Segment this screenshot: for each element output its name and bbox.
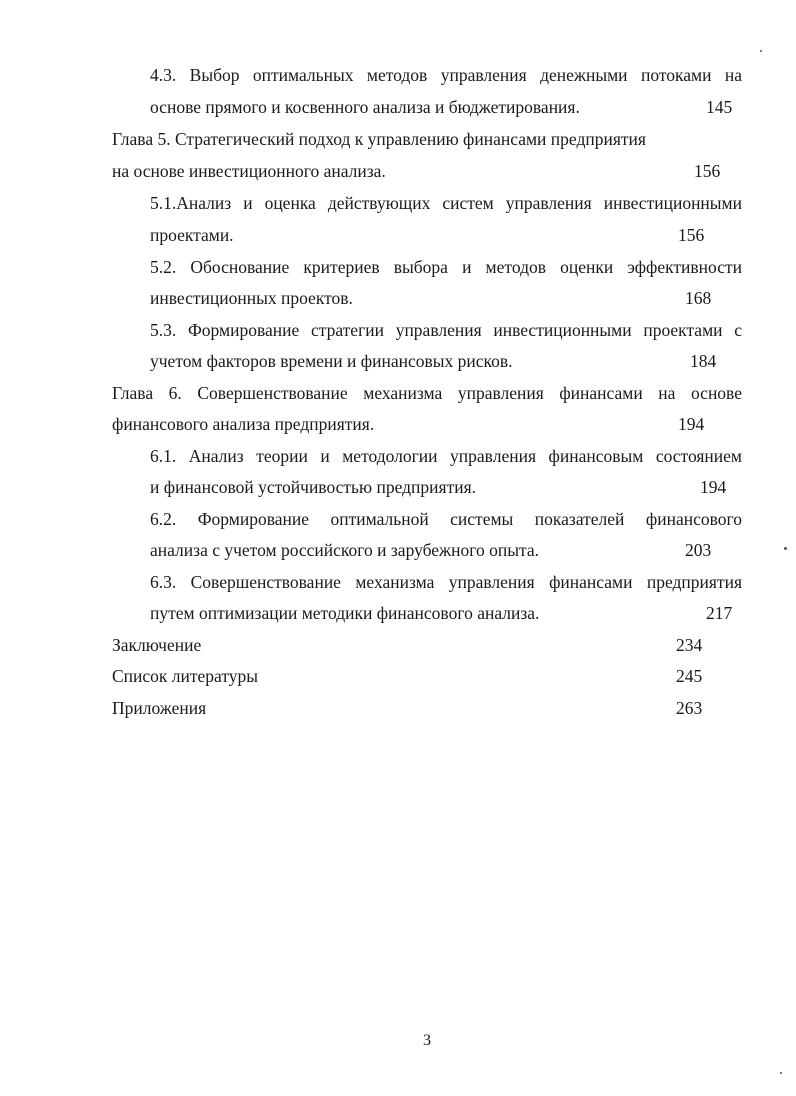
toc-chapter-5-line-1: Глава 5. Стратегический подход к управлению финансами предприятия bbox=[112, 129, 646, 149]
toc-chapter-6-line-2: финансового анализа предприятия. bbox=[112, 414, 375, 434]
toc-chapter-5-page: 156 bbox=[694, 161, 721, 181]
toc-chapter-6-page: 194 bbox=[678, 414, 705, 434]
toc-bibliography: Список литературы bbox=[112, 666, 259, 686]
toc-entry-4-3-page: 145 bbox=[706, 97, 733, 117]
toc-entry-5-2-line-2: инвестиционных проектов. bbox=[150, 288, 353, 308]
toc-appendices-page: 263 bbox=[676, 698, 703, 718]
toc-entry-5-1-line-1: 5.1.Анализ и оценка действующих систем управления инвестиционными bbox=[150, 193, 742, 213]
toc-entry-4-3-line-2: основе прямого и косвенного анализа и бюджетирования. bbox=[150, 97, 580, 117]
toc-conclusion-page: 234 bbox=[676, 635, 703, 655]
toc-entry-6-2-line-1: 6.2. Формирование оптимальной системы показателей финансового bbox=[150, 509, 742, 529]
toc-entry-5-2-line-1: 5.2. Обоснование критериев выбора и методов оценки эффективности bbox=[150, 257, 742, 277]
toc-entry-6-1-line-1: 6.1. Анализ теории и методологии управления финансовым состоянием bbox=[150, 446, 742, 466]
toc-entry-5-3-page: 184 bbox=[690, 351, 717, 371]
toc-entry-6-2-page: 203 bbox=[685, 540, 712, 560]
toc-entry-6-2-line-2: анализа с учетом российского и зарубежного опыта. bbox=[150, 540, 539, 560]
toc-entry-5-3-line-2: учетом факторов времени и финансовых рисков. bbox=[150, 351, 513, 371]
scan-speck bbox=[780, 1072, 782, 1074]
toc-entry-5-1-line-2: проектами. bbox=[150, 225, 234, 245]
toc-entry-6-3-page: 217 bbox=[706, 603, 733, 623]
toc-bibliography-page: 245 bbox=[676, 666, 703, 686]
scan-speck bbox=[784, 547, 787, 550]
toc-entry-5-1-page: 156 bbox=[678, 225, 705, 245]
toc-entry-6-3-line-1: 6.3. Совершенствование механизма управления финансами предприятия bbox=[150, 572, 742, 592]
toc-entry-6-1-line-2: и финансовой устойчивостью предприятия. bbox=[150, 477, 477, 497]
toc-chapter-5-line-2: на основе инвестиционного анализа. bbox=[112, 161, 386, 181]
toc-entry-5-2-page: 168 bbox=[685, 288, 712, 308]
toc-entry-5-3-line-1: 5.3. Формирование стратегии управления инвестиционными проектами с bbox=[150, 320, 742, 340]
page-number: 3 bbox=[423, 1032, 431, 1049]
toc-entry-6-3-line-2: путем оптимизации методики финансового анализа. bbox=[150, 603, 540, 623]
toc-chapter-6-line-1: Глава 6. Совершенствование механизма управления финансами на основе bbox=[112, 383, 742, 403]
toc-entry-4-3-line-1: 4.3. Выбор оптимальных методов управления денежными потоками на bbox=[150, 65, 742, 85]
toc-conclusion: Заключение bbox=[112, 635, 202, 655]
scan-speck bbox=[760, 50, 762, 52]
toc-appendices: Приложения bbox=[112, 698, 207, 718]
toc-entry-6-1-page: 194 bbox=[700, 477, 727, 497]
